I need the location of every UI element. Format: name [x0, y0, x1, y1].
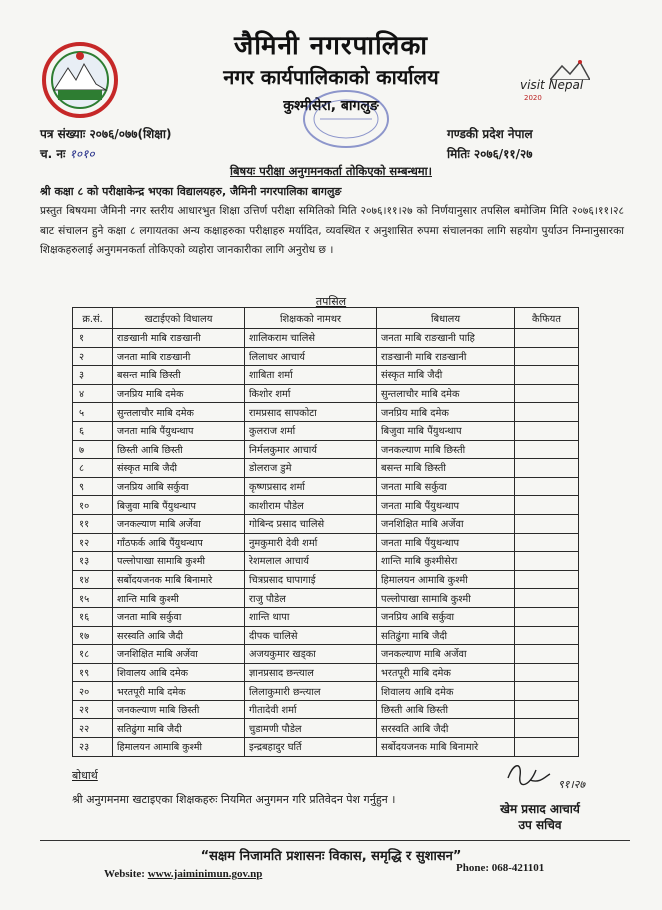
teacher-cell: दीपक चालिसे: [245, 626, 377, 645]
table-row: [73, 459, 579, 478]
remarks-cell: [515, 607, 579, 626]
school-cell: संस्कृत माबि जैदी: [377, 366, 515, 385]
school-cell: छिस्ती आबि छिस्ती: [377, 700, 515, 719]
school-cell: सरस्वति आबि जैदी: [377, 719, 515, 738]
remarks-cell: [515, 626, 579, 645]
school-cell: जनता माबि पैंयुथन्थाप: [377, 496, 515, 515]
teacher-cell: लिलाकुमारी छन्त्याल: [245, 682, 377, 701]
teacher-cell: गोबिन्द प्रसाद चालिसे: [245, 514, 377, 533]
remarks-cell: [515, 570, 579, 589]
assigned-school-cell: सतिढुंगा माबि जैदी: [113, 719, 245, 738]
serial-cell: १८: [73, 645, 113, 664]
bodhartha-note: श्री अनुगमनमा खटाइएका शिक्षकहरुः नियमित अनुगमन गरि प्रतिवेदन पेश गर्नुहुन ।: [72, 793, 396, 806]
assigned-school-cell: जनकल्याण माबि छिस्ती: [113, 700, 245, 719]
assigned-school-cell: जनता माबि पैंयुथन्थाप: [113, 421, 245, 440]
table-row: [73, 719, 579, 738]
letter-subject: बिषयः परीक्षा अनुगमनकर्ता तोकिएको सम्बन्धमा।: [230, 164, 432, 178]
table-row: [73, 477, 579, 496]
school-cell: बिजुवा माबि पैंयुथन्थाप: [377, 421, 515, 440]
teacher-cell: रेशमलाल आचार्य: [245, 552, 377, 571]
remarks-cell: [515, 440, 579, 459]
remarks-cell: [515, 682, 579, 701]
assigned-school-cell: सुन्तलाचौर माबि दमेक: [113, 403, 245, 422]
website-link[interactable]: www.jaiminimun.gov.np: [147, 868, 263, 880]
assigned-school-cell: संस्कृत माबि जैदी: [113, 459, 245, 478]
table-row: [73, 366, 579, 385]
teacher-cell: किशोर शर्मा: [245, 384, 377, 403]
col-header-assigned-school: खटाईएको विधालय: [113, 308, 245, 329]
teacher-cell: इन्द्रबहादुर घर्ति: [245, 738, 377, 757]
teacher-cell: कुलराज शर्मा: [245, 421, 377, 440]
assigned-school-cell: जनकल्याण माबि अर्जेवा: [113, 514, 245, 533]
serial-cell: २०: [73, 682, 113, 701]
remarks-cell: [515, 496, 579, 515]
school-cell: राङखानी माबि राङखानी: [377, 347, 515, 366]
table-row: [73, 347, 579, 366]
serial-cell: १२: [73, 533, 113, 552]
letter-date: मितिः २०७६/११/२७: [447, 147, 533, 161]
remarks-cell: [515, 329, 579, 348]
col-header-remarks: कैफियत: [515, 308, 579, 329]
school-cell: जनप्रिय आबि सर्कुवा: [377, 607, 515, 626]
footer-phone: Phone: 068-421101: [456, 862, 545, 874]
teacher-cell: डोलराज डुमे: [245, 459, 377, 478]
teacher-cell: चित्रप्रसाद घापागाई: [245, 570, 377, 589]
school-cell: जनता माबि पैंयुथन्थाप: [377, 533, 515, 552]
teacher-cell: रामप्रसाद सापकोटा: [245, 403, 377, 422]
serial-cell: १९: [73, 663, 113, 682]
table-row: [73, 682, 579, 701]
tapasil-heading: तपसिल: [315, 295, 347, 308]
letter-addressee: श्री कक्षा ८ को परीक्षाकेन्द्र भएका विद्यालयहरु, जैमिनी नगरपालिका बागलुङ: [40, 185, 342, 198]
remarks-cell: [515, 514, 579, 533]
signatory-name: खेम प्रसाद आचार्य: [500, 802, 580, 816]
assigned-school-cell: हिमालयन आमाबि कुश्मी: [113, 738, 245, 757]
assigned-school-cell: शिवालय आबि दमेक: [113, 663, 245, 682]
assigned-school-cell: जनप्रिय आबि सर्कुवा: [113, 477, 245, 496]
col-header-serial: क्र.सं.: [73, 308, 113, 329]
remarks-cell: [515, 347, 579, 366]
teacher-cell: गीतादेवी शर्मा: [245, 700, 377, 719]
footer-slogan: “सक्षम निजामति प्रशासनः विकास, समृद्धि र सुशासन”: [200, 849, 462, 864]
visit-nepal-logo: [520, 58, 610, 118]
school-cell: जनशिक्षित माबि अर्जेवा: [377, 514, 515, 533]
table-row: [73, 533, 579, 552]
table-row: [73, 738, 579, 757]
serial-cell: २: [73, 347, 113, 366]
assigned-school-cell: भरतपूरी माबि दमेक: [113, 682, 245, 701]
teacher-cell: लिलाधर आचार्य: [245, 347, 377, 366]
col-header-teacher: शिक्षकको नामथर: [245, 308, 377, 329]
footer-divider: [40, 840, 630, 841]
assigned-school-cell: छिस्ती आबि छिस्ती: [113, 440, 245, 459]
teacher-cell: शाबिता शर्मा: [245, 366, 377, 385]
assigned-school-cell: शान्ति माबि कुश्मी: [113, 589, 245, 608]
table-row: [73, 329, 579, 348]
remarks-cell: [515, 459, 579, 478]
teacher-cell: चुडामणी पौडेल: [245, 719, 377, 738]
assigned-school-cell: सरस्वति आबि जैदी: [113, 626, 245, 645]
serial-cell: १६: [73, 607, 113, 626]
remarks-cell: [515, 366, 579, 385]
serial-cell: १४: [73, 570, 113, 589]
table-row: [73, 496, 579, 515]
school-cell: बसन्त माबि छिस्ती: [377, 459, 515, 478]
teacher-cell: ज्ञानप्रसाद छन्त्याल: [245, 663, 377, 682]
school-cell: शिवालय आबि दमेक: [377, 682, 515, 701]
remarks-cell: [515, 663, 579, 682]
office-title: नगर कार्यपालिकाको कार्यालय: [223, 65, 439, 89]
table-row: [73, 626, 579, 645]
serial-cell: १: [73, 329, 113, 348]
col-header-school: बिधालय: [377, 308, 515, 329]
remarks-cell: [515, 384, 579, 403]
serial-cell: १३: [73, 552, 113, 571]
remarks-cell: [515, 645, 579, 664]
signatory-title: उप सचिव: [518, 818, 562, 832]
mountain-figure-icon: [550, 58, 590, 80]
remarks-cell: [515, 589, 579, 608]
school-cell: भरतपूरी माबि दमेक: [377, 663, 515, 682]
signature-date: ९१।२७: [558, 778, 586, 791]
teacher-cell: नुमकुमारी देवी शर्मा: [245, 533, 377, 552]
school-cell: हिमालयन आमाबि कुश्मी: [377, 570, 515, 589]
office-location: कुश्मीसेरा, बागलुङ: [283, 98, 379, 114]
serial-cell: ७: [73, 440, 113, 459]
bodhartha-label: बोधार्थ: [72, 769, 98, 782]
assigned-school-cell: जनता माबि सर्कुवा: [113, 607, 245, 626]
table-row: [73, 421, 579, 440]
remarks-cell: [515, 700, 579, 719]
serial-cell: १०: [73, 496, 113, 515]
assigned-school-cell: सर्बोदयजनक माबि बिनामारे: [113, 570, 245, 589]
footer-website: Website: www.jaiminimun.gov.np: [104, 868, 263, 880]
teacher-cell: कृष्णप्रसाद शर्मा: [245, 477, 377, 496]
table-row: [73, 384, 579, 403]
visit-nepal-year: 2020: [524, 94, 542, 102]
school-cell: जनकल्याण माबि अर्जेवा: [377, 645, 515, 664]
remarks-cell: [515, 738, 579, 757]
assigned-school-cell: बिजुवा माबि पैंयुथन्थाप: [113, 496, 245, 515]
remarks-cell: [515, 533, 579, 552]
table-row: [73, 403, 579, 422]
office-seal-stamp: [300, 88, 392, 150]
teacher-cell: निर्मलकुमार आचार्य: [245, 440, 377, 459]
table-row: [73, 700, 579, 719]
serial-cell: २२: [73, 719, 113, 738]
teacher-cell: शान्ति थापा: [245, 607, 377, 626]
school-cell: पल्लोपाखा सामाबि कुश्मी: [377, 589, 515, 608]
remarks-cell: [515, 477, 579, 496]
school-cell: जनता माबि सर्कुवा: [377, 477, 515, 496]
dispatch-number: च. नः १०१०: [40, 147, 95, 161]
handwritten-signature: [500, 756, 610, 796]
table-row: [73, 570, 579, 589]
serial-cell: ६: [73, 421, 113, 440]
visit-nepal-text: visit Nepal: [520, 78, 584, 92]
remarks-cell: [515, 719, 579, 738]
school-cell: सुन्तलाचौर माबि दमेक: [377, 384, 515, 403]
teacher-cell: अजयकुमार खड्का: [245, 645, 377, 664]
serial-cell: २१: [73, 700, 113, 719]
table-row: [73, 440, 579, 459]
assigned-school-cell: जनता माबि राङखानी: [113, 347, 245, 366]
assigned-school-cell: राङखानी माबि राङखानी: [113, 329, 245, 348]
reference-number: पत्र संख्याः २०७६/०७७(शिक्षा): [40, 127, 172, 141]
assigned-school-cell: गाँठफर्क आबि पैंयुथन्थाप: [113, 533, 245, 552]
teacher-cell: काशीराम पौडेल: [245, 496, 377, 515]
table-row: [73, 607, 579, 626]
assigned-school-cell: जनप्रिय माबि दमेक: [113, 384, 245, 403]
school-cell: शान्ति माबि कुश्मीसेरा: [377, 552, 515, 571]
municipality-title: जैमिनी नगरपालिका: [233, 31, 429, 61]
table-header-row: [73, 308, 579, 329]
school-cell: जनकल्याण माबि छिस्ती: [377, 440, 515, 459]
assigned-school-cell: पल्लोपाखा सामाबि कुश्मी: [113, 552, 245, 571]
serial-cell: ४: [73, 384, 113, 403]
table-row: [73, 514, 579, 533]
table-row: [73, 589, 579, 608]
table-row: [73, 645, 579, 664]
assigned-school-cell: बसन्त माबि छिस्ती: [113, 366, 245, 385]
school-cell: सतिढुंगा माबि जैदी: [377, 626, 515, 645]
table-row: [73, 552, 579, 571]
teacher-cell: शालिकराम चालिसे: [245, 329, 377, 348]
serial-cell: १५: [73, 589, 113, 608]
serial-cell: ८: [73, 459, 113, 478]
remarks-cell: [515, 552, 579, 571]
serial-cell: २३: [73, 738, 113, 757]
teacher-cell: राजु पौडेल: [245, 589, 377, 608]
remarks-cell: [515, 421, 579, 440]
table-row: [73, 663, 579, 682]
serial-cell: १७: [73, 626, 113, 645]
letter-body: प्रस्तुत बिषयमा जैमिनी नगर स्तरीय आधारभुत शिक्षा उत्तिर्ण परीक्षा समितिको मिति २०७६।११।२७ को निर्णयानुसार तपसिल बमोजिम मिति २०७६।११।२८ बाट संचालन हुने कक्षा ८ लगायतका अन्य कक्षाहरुका परीक्षाहरु मर्यादित, व्यवस्थित र अनुशासित रुपमा संचालनका लागि सहयोग पुर्याउन निम्नानुसारका शिक्षकहरुलाई अनुगमनकर्ता तोकिएको व्यहोरा जानकारीका लागि अनुरोध छ ।: [40, 205, 624, 257]
monitor-assignment-table: [72, 307, 579, 757]
assigned-school-cell: जनशिक्षित माबि अर्जेवा: [113, 645, 245, 664]
remarks-cell: [515, 403, 579, 422]
serial-cell: ९: [73, 477, 113, 496]
province-name: गण्डकी प्रदेश नेपाल: [447, 127, 533, 141]
school-cell: जनता माबि राङखानी पाहि: [377, 329, 515, 348]
serial-cell: ३: [73, 366, 113, 385]
serial-cell: ११: [73, 514, 113, 533]
serial-cell: ५: [73, 403, 113, 422]
school-cell: सर्बोदयजनक माबि बिनामारे: [377, 738, 515, 757]
school-cell: जनप्रिय माबि दमेक: [377, 403, 515, 422]
